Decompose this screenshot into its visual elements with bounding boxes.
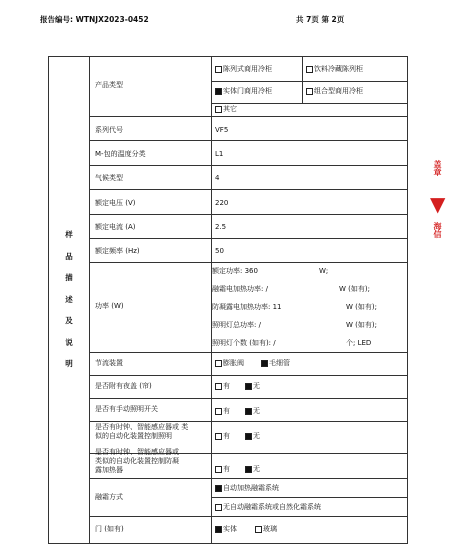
option-capillary[interactable] — [261, 359, 290, 368]
product-type-label: 产品类型 — [95, 81, 123, 89]
side-label — [49, 229, 89, 369]
checkbox[interactable] — [215, 383, 222, 390]
option-glass[interactable] — [255, 525, 277, 534]
checkbox[interactable] — [245, 408, 252, 415]
side-char: 述 — [65, 294, 73, 304]
option-label: 有 — [223, 465, 230, 473]
auto-heater-label-line2: 类似的自动化装置控制防凝 — [95, 457, 179, 465]
power-lighting-unit: W (如有); — [346, 321, 377, 329]
option-label: 其它 — [223, 105, 237, 113]
option-label: 无 — [253, 382, 260, 390]
checkbox[interactable] — [306, 88, 313, 95]
option-no[interactable] — [245, 382, 260, 391]
door-label: 门 (如有) — [95, 525, 124, 533]
side-char: 及 — [65, 316, 73, 325]
option-beverage-cabinet[interactable] — [306, 65, 363, 74]
checkbox[interactable] — [215, 106, 222, 113]
option-label: 有 — [223, 432, 230, 440]
checkbox[interactable] — [215, 466, 222, 473]
option-label: 自动加热融霜系统 — [223, 484, 279, 492]
option-other[interactable] — [215, 105, 237, 114]
side-char: 描 — [65, 273, 73, 282]
auto-light-label-line1: 是否有时钟、智能感应器或 类 — [95, 423, 189, 431]
stamp-text-bottom: 海信 — [433, 222, 442, 238]
power-rated-unit: W; — [319, 267, 329, 275]
auto-heater-label-line3: 露加热器 — [95, 466, 123, 474]
option-yes[interactable] — [215, 465, 230, 474]
stamp-text-top: 盖章 — [433, 160, 442, 176]
series-code-value: VF5 — [215, 126, 229, 134]
option-label: 有 — [223, 407, 230, 415]
option-label: 有 — [223, 382, 230, 390]
voltage-label: 额定电压 (V) — [95, 199, 136, 207]
power-defrost: 融霜电加热功率: / — [212, 285, 268, 293]
throttle-label: 节流装置 — [95, 359, 123, 367]
option-label: 无 — [253, 465, 260, 473]
lamp-count: 照明灯个数 (如有): / — [212, 339, 276, 347]
power-label: 功率 (W) — [95, 302, 124, 310]
option-expansion-valve[interactable] — [215, 359, 244, 368]
stamp-star-icon: ▼ — [430, 192, 446, 216]
lamp-count-unit — [346, 339, 371, 348]
option-label: 无 — [253, 432, 260, 440]
checkbox[interactable] — [215, 88, 222, 95]
checkbox[interactable] — [215, 485, 222, 492]
checkbox[interactable] — [306, 66, 313, 73]
option-label: 实体 — [223, 525, 237, 533]
voltage-value: 220 — [215, 199, 229, 207]
column-divider — [211, 57, 212, 543]
manual-light-label: 是否有手动照明开关 — [95, 405, 158, 413]
series-code-label: 系列代号 — [95, 126, 123, 134]
option-combined-cabinet[interactable] — [306, 87, 363, 96]
checkbox[interactable] — [215, 433, 222, 440]
frequency-label: 额定频率 (Hz) — [95, 247, 140, 255]
option-no[interactable] — [245, 432, 260, 441]
defrost-label: 融霜方式 — [95, 493, 123, 501]
option-display-cabinet[interactable] — [215, 65, 272, 74]
side-char: 样 — [65, 230, 73, 239]
option-yes[interactable] — [215, 432, 230, 441]
night-curtain-label: 是否附有夜盖 (帘) — [95, 382, 152, 390]
option-solid-door-cabinet[interactable] — [215, 87, 272, 96]
option-label: 饮料冷藏陈列柜 — [314, 65, 363, 73]
auto-heater-label-line1: 是否有时钟、智能感应器或 — [95, 448, 179, 456]
option-label: 组合型商用冷柜 — [314, 87, 363, 95]
side-char: 明 — [65, 359, 73, 368]
option-divider — [302, 57, 303, 103]
option-label: 膨胀阀 — [223, 359, 244, 367]
report-number: 报告编号: WTNJX2023-0452 — [40, 15, 149, 24]
auto-light-label-line2: 似的自动化装置控制照明 — [95, 432, 172, 440]
climate-value: 4 — [215, 174, 220, 182]
checkbox[interactable] — [215, 526, 222, 533]
checkbox[interactable] — [215, 504, 222, 511]
side-char: 品 — [65, 251, 73, 261]
checkbox[interactable] — [215, 408, 222, 415]
checkbox[interactable] — [215, 360, 222, 367]
option-auto-defrost[interactable] — [215, 484, 279, 493]
side-char: 说 — [65, 337, 73, 347]
option-solid[interactable] — [215, 525, 237, 534]
option-yes[interactable] — [215, 382, 230, 391]
checkbox[interactable] — [245, 383, 252, 390]
checkbox[interactable] — [261, 360, 268, 367]
checkbox[interactable] — [245, 433, 252, 440]
page-indicator: 共 7页 第 2页 — [296, 15, 345, 24]
climate-label: 气候类型 — [95, 174, 123, 182]
checkbox[interactable] — [255, 526, 262, 533]
power-lighting: 照明灯总功率: / — [212, 321, 261, 329]
temp-class-value: L1 — [215, 150, 224, 158]
current-label: 额定电流 (A) — [95, 223, 136, 231]
option-no-auto-defrost[interactable] — [215, 503, 321, 512]
power-defrost-unit: W (如有); — [339, 285, 370, 293]
temp-class-label: M-包的温度分类 — [95, 150, 146, 158]
power-rated: 额定功率: 360 — [212, 267, 258, 275]
current-value: 2.5 — [215, 223, 227, 231]
checkbox[interactable] — [215, 66, 222, 73]
frequency-value: 50 — [215, 247, 224, 255]
option-label: 无 — [253, 407, 260, 415]
option-label: 玻璃 — [263, 525, 277, 533]
option-no[interactable] — [245, 407, 260, 416]
option-yes[interactable] — [215, 407, 230, 416]
sample-description-table — [48, 56, 408, 544]
lamp-unit-text: 个; LED — [346, 339, 372, 347]
power-anti-condensation-unit: W (如有); — [346, 303, 377, 311]
option-label: 陈列式商用冷柜 — [223, 65, 272, 73]
column-divider — [89, 57, 90, 543]
power-anti-condensation: 防凝露电加热功率: 11 — [212, 303, 282, 311]
option-label: 无自动融霜系统或自然化霜系统 — [223, 503, 321, 511]
option-label: 毛细管 — [269, 359, 290, 367]
checkbox[interactable] — [245, 466, 252, 473]
option-no[interactable] — [245, 465, 260, 474]
option-label: 实体门商用冷柜 — [223, 87, 272, 95]
